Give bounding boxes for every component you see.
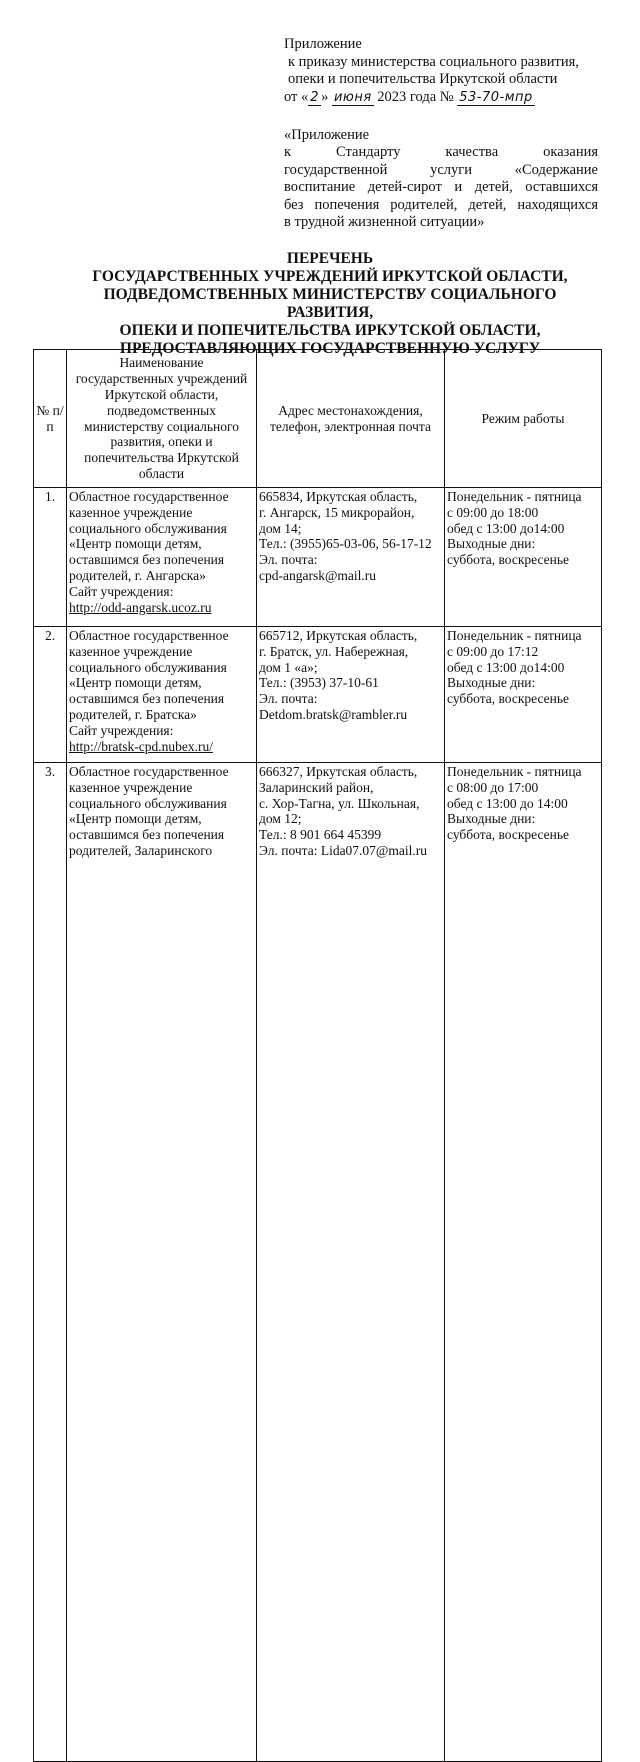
institution-name	[67, 488, 257, 627]
address-line: Detdom.bratsk@rambler.ru	[259, 706, 408, 722]
heading-line: ПРЕДОСТАВЛЯЮЩИХ ГОСУДАРСТВЕННУЮ УСЛУГУ	[119, 340, 541, 357]
address-line: дом 1 «а»;	[259, 659, 318, 675]
table-row	[34, 763, 602, 1762]
schedule-line: с 09:00 до 17:12	[447, 643, 539, 659]
appendix-title: Приложение	[284, 36, 362, 52]
address-line: Тел.: (3955)65-03-06, 56-17-12	[259, 536, 432, 552]
schedule-line: суббота, воскресенье	[447, 691, 570, 707]
address-line: Эл. почта:	[259, 552, 318, 568]
schedule-line: обед с 13:00 до14:00	[447, 520, 565, 536]
name-line: оставшимся без попечения	[69, 827, 225, 843]
row-number: 3.	[34, 763, 67, 1762]
address-line: дом 12;	[259, 811, 302, 827]
appendix2-line: государственной услуги «Содержание	[284, 161, 598, 178]
institution-name	[67, 763, 257, 1762]
name-line: социального обслуживания	[69, 520, 227, 536]
institution-schedule	[445, 488, 602, 627]
schedule-line: Понедельник - пятница	[447, 628, 582, 643]
address-line: Эл. почта:	[259, 691, 318, 707]
address-line: г. Братск, ул. Набережная,	[259, 643, 409, 659]
address-line: Эл. почта: Lida07.07@mail.ru	[259, 842, 427, 858]
name-line: Областное государственное	[69, 764, 229, 779]
institutions-table	[33, 349, 602, 1762]
header-name: Наименование государственных учреждений Иркутской области, подведомственных министерству социального развития, опеки и попечительства Иркутской области	[67, 350, 257, 488]
appendix2-line: без попечения родителей, детей, находящихся	[284, 196, 598, 213]
row-number: 1.	[34, 488, 67, 627]
appendix-date-line	[284, 89, 604, 107]
address-line: 665834, Иркутская область,	[259, 489, 418, 504]
name-line: Областное государственное	[69, 628, 229, 643]
address-line: Тел.: (3953) 37-10-61	[259, 675, 379, 691]
schedule-line: Выходные дни:	[447, 811, 536, 827]
schedule-line: обед с 13:00 до 14:00	[447, 795, 568, 811]
name-line: родителей, г. Братска»	[69, 706, 197, 722]
document-heading	[60, 250, 600, 358]
name-line: социального обслуживания	[69, 659, 227, 675]
date-prefix: от «	[284, 88, 309, 105]
name-line: оставшимся без попечения	[69, 552, 225, 568]
name-line: Сайт учреждения:	[69, 583, 174, 599]
table-header-row	[34, 350, 602, 488]
appendix2-line: воспитание детей-сирот и детей, оставшихся	[284, 179, 598, 196]
institution-schedule	[445, 763, 602, 1762]
header-address: Адрес местонахождения, телефон, электронная почта	[257, 350, 445, 488]
date-mid: »	[321, 88, 329, 105]
appendix2-line: в трудной жизненной ситуации»	[284, 214, 485, 231]
appendix2-title: «Приложение	[284, 127, 370, 143]
name-line: «Центр помощи детям,	[69, 811, 202, 827]
name-line: родителей, г. Ангарска»	[69, 567, 206, 583]
address-line: 666327, Иркутская область,	[259, 764, 418, 779]
date-year: 2023 года №	[377, 88, 454, 105]
schedule-line: Выходные дни:	[447, 536, 536, 552]
site-link[interactable]: http://odd-angarsk.ucoz.ru	[69, 599, 212, 615]
institution-schedule	[445, 627, 602, 763]
date-month: июня	[333, 89, 372, 105]
appendix-line: к приказу министерства социального развития,	[288, 53, 579, 70]
schedule-line: с 09:00 до 18:00	[447, 504, 539, 520]
schedule-line: Выходные дни:	[447, 675, 536, 691]
name-line: оставшимся без попечения	[69, 691, 225, 707]
address-line: Тел.: 8 901 664 45399	[259, 827, 382, 843]
name-line: казенное учреждение	[69, 779, 193, 795]
header-schedule: Режим работы	[445, 350, 602, 488]
schedule-line: Понедельник - пятница	[447, 489, 582, 504]
address-line: Заларинский район,	[259, 779, 374, 795]
address-line: дом 14;	[259, 520, 302, 536]
heading-line: ПЕРЕЧЕНЬ	[286, 250, 374, 267]
date-day: 2	[310, 89, 320, 105]
institution-name	[67, 627, 257, 763]
appendix-line: опеки и попечительства Иркутской области	[288, 71, 558, 87]
institution-address	[257, 627, 445, 763]
name-line: казенное учреждение	[69, 504, 193, 520]
heading-line: ОПЕКИ И ПОПЕЧИТЕЛЬСТВА ИРКУТСКОЙ ОБЛАСТИ,	[119, 322, 541, 339]
heading-line: ПОДВЕДОМСТВЕННЫХ МИНИСТЕРСТВУ СОЦИАЛЬНОГО РАЗВИТИЯ,	[103, 286, 557, 321]
heading-line: ГОСУДАРСТВЕННЫХ УЧРЕЖДЕНИЙ ИРКУТСКОЙ ОБЛАСТИ,	[92, 268, 568, 285]
address-line: cpd-angarsk@mail.ru	[259, 567, 377, 583]
schedule-line: суббота, воскресенье	[447, 827, 570, 843]
name-line: «Центр помощи детям,	[69, 675, 202, 691]
name-line: Областное государственное	[69, 489, 229, 504]
institution-address	[257, 488, 445, 627]
order-number: 53-70-мпр	[459, 89, 533, 105]
name-line: казенное учреждение	[69, 643, 193, 659]
institution-address	[257, 763, 445, 1762]
address-line: г. Ангарск, 15 микрорайон,	[259, 504, 415, 520]
table-row	[34, 627, 602, 763]
row-number: 2.	[34, 627, 67, 763]
address-line: 665712, Иркутская область,	[259, 628, 418, 643]
site-link[interactable]: http://bratsk-cpd.nubex.ru/	[69, 738, 213, 754]
appendix-block	[284, 36, 604, 106]
name-line: Сайт учреждения:	[69, 722, 174, 738]
name-line: «Центр помощи детям,	[69, 536, 202, 552]
schedule-line: с 08:00 до 17:00	[447, 779, 539, 795]
schedule-line: суббота, воскресенье	[447, 552, 570, 568]
table-row	[34, 488, 602, 627]
schedule-line: Понедельник - пятница	[447, 764, 582, 779]
appendix2-line: к Стандарту качества оказания	[284, 144, 599, 161]
name-line: социального обслуживания	[69, 795, 227, 811]
header-num: № п/п	[34, 350, 67, 488]
address-line: с. Хор-Тагна, ул. Школьная,	[259, 795, 420, 811]
schedule-line: обед с 13:00 до14:00	[447, 659, 565, 675]
appendix2-block	[284, 127, 598, 231]
name-line: родителей, Заларинского	[69, 842, 213, 858]
